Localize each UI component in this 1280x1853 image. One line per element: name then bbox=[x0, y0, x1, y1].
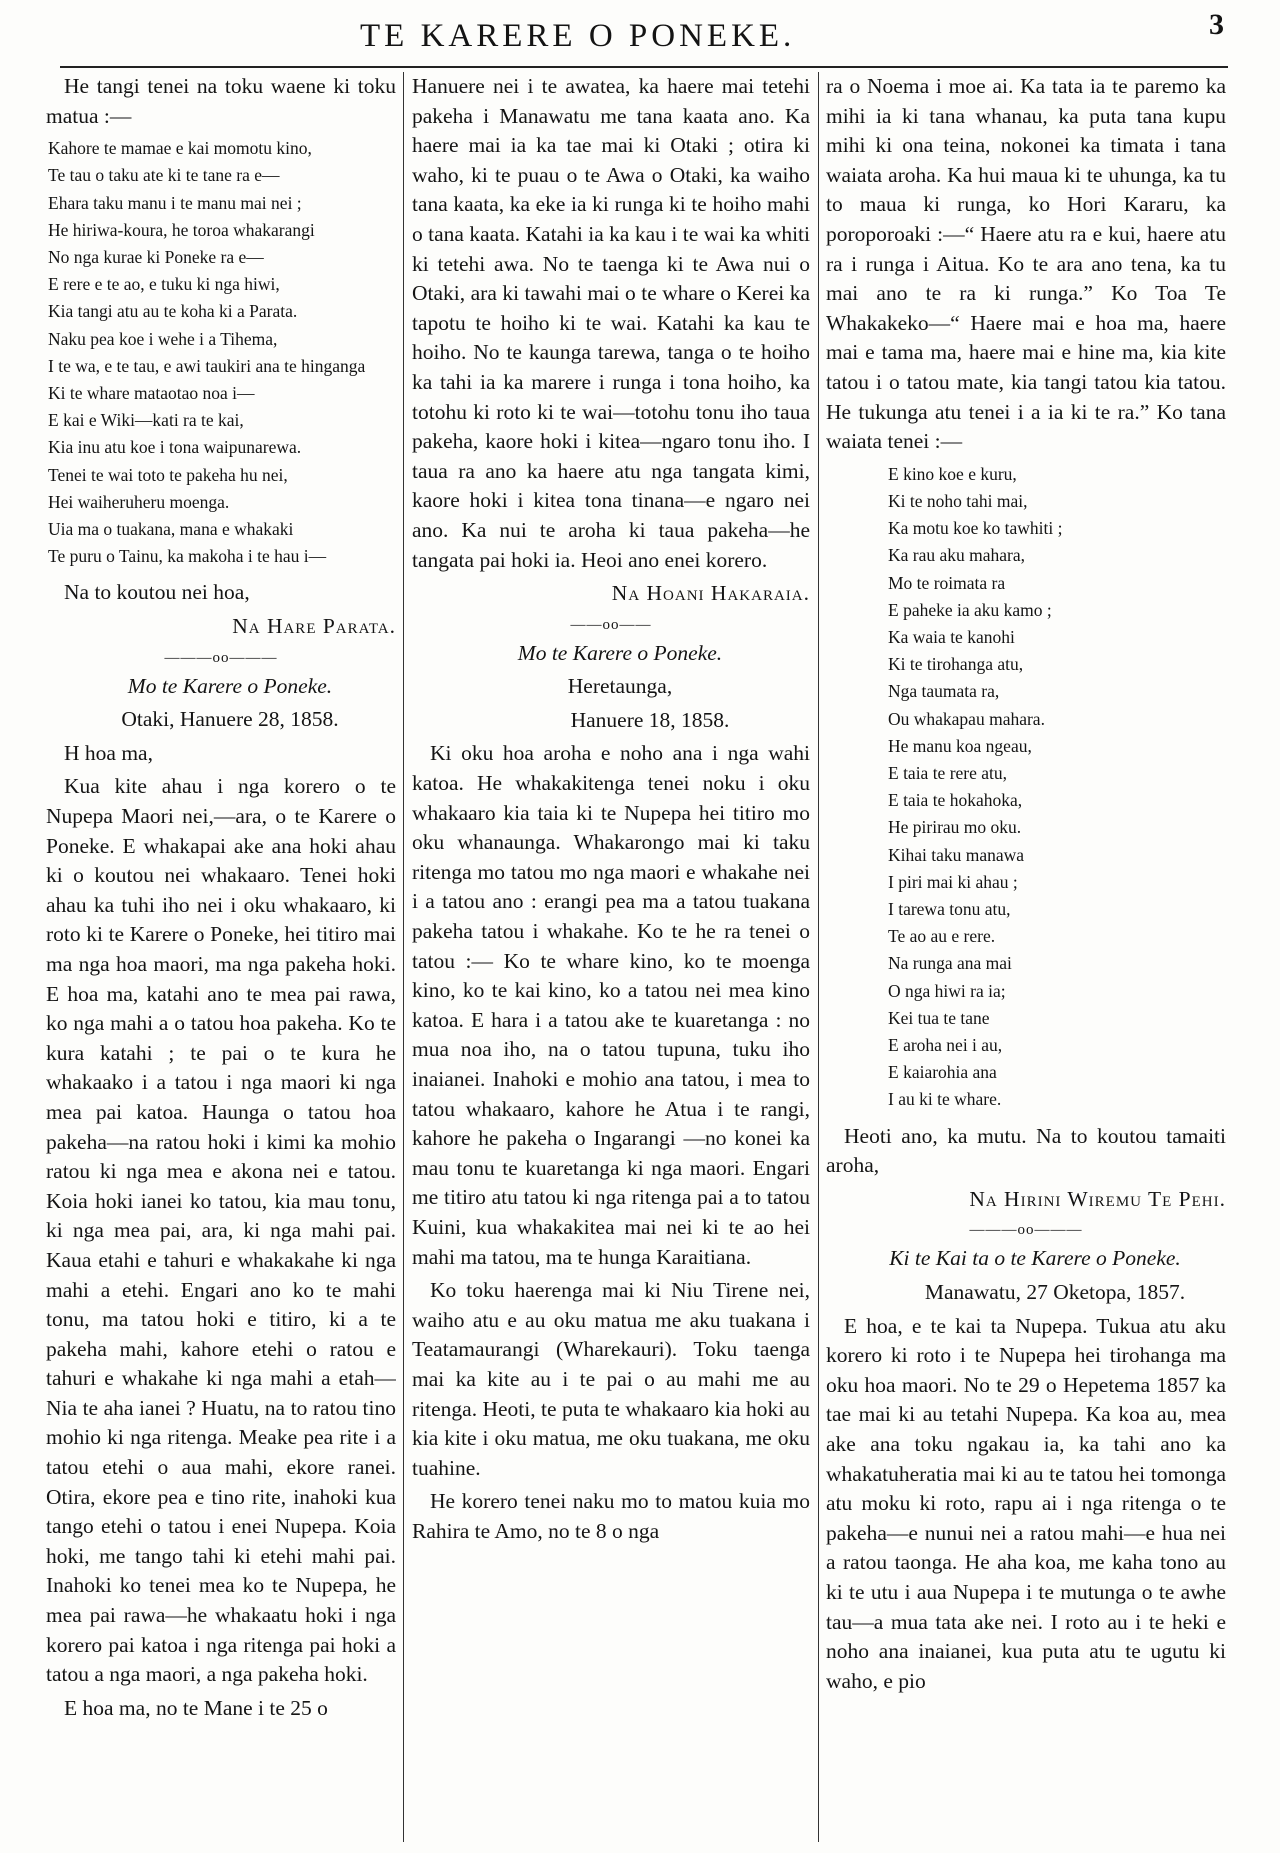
poem-intro: He tangi tenei na toku waene ki toku matua :— bbox=[46, 74, 396, 128]
poem-line: He pirirau mo oku. bbox=[888, 817, 1022, 838]
letter-paragraph: E hoa, e te kai ta Nupepa. Tukua atu aku korero ki roto i te Nupepa hei tirohanga ma oku hoa maori. No te 29 o Hepetema 1857 ka tae mai ki au tetahi Nupepa. Ka koa au, mea ake ana toku ngakau ia, ka tahi ano ka whakatuheratia mai ki au te tatou hei tomonga atu moku ki roto, rapu ai i nga ritenga o te pakeha—e nunui nei a ratou mahi—e hua nei a ratou taonga. He aha koa, me kaha tono au ki te utu i aua Nupepa i te mutunga o te awhe tau—a mua tata ake nei. I roto au i te heki e noho ana inaianei, kua puta atu te ugutu ki waho, e pio bbox=[826, 1313, 1226, 1693]
letter-paragraph: Ko toku haerenga mai ki Niu Tirene nei, waiho atu e au oku matua me aku tuakana i Teatamaurangi (Wharekauri). Toku taenga mai ka kite au i te pai o au mahi me au ritenga. Heoti, te puta te whakaaro kia hoki au kia kite i oku matua, me oku tuakana, me oku tuahine. bbox=[412, 1278, 810, 1480]
poem-line: E aroha nei i au, bbox=[888, 1034, 1003, 1055]
poem-line: Ki te whare mataotao noa i— bbox=[48, 383, 255, 404]
column-3 bbox=[826, 72, 1226, 1847]
poem-line: He hiriwa-koura, he toroa whakarangi bbox=[48, 219, 315, 240]
newspaper-title: TE KARERE O PONEKE. bbox=[360, 18, 796, 54]
poem-line: I tarewa tonu atu, bbox=[888, 898, 1011, 919]
letter-paragraph: Ki oku hoa aroha e noho ana i nga wahi katoa. He whakakitenga tenei noku i oku whakaaro kia taia ki te Nupepa hei titiro mo oku whanaunga. Whakarongo mai ki taku ritenga mo tatou mo nga maori e whakahe nei i a tatou ano : erangi pea ma a tatou tuakana pakeha tatou i whakahe. Ko te he ra tenei o tatou :— Ko te whare kino, ko te moenga kino, ko te kai kino, ko a tatou nei mea kino katoa. E hara i a tatou ake te kuaretanga : no mua noa iho, na o tatou tupuna, tuku iho inaianei. Inahoki e mohio ana tatou, i mea to tatou whakaaro, kahore he Atua i te rangi, kahore he pakeha o Ingarangi —no konei ka mau tonu te kuaretanga ki nga maori. Engari me titiro atu tatou ki nga ritenga pai a to tatou Kuini, kua whakakitea mai nei ki te ao hei mahi ma tatou, ma te hunga Karaitiana. bbox=[412, 741, 810, 1269]
poem-line: E kaiarohia ana bbox=[888, 1062, 997, 1083]
letter-closing: Na to koutou nei hoa, bbox=[64, 580, 250, 605]
poem-line: Te puru o Tainu, ka makoha i te hau i— bbox=[48, 546, 327, 567]
column-1 bbox=[46, 72, 396, 1847]
poem-line: Tenei te wai toto te pakeha hu nei, bbox=[48, 464, 288, 485]
poem-line: Mo te roimata ra bbox=[888, 572, 1006, 593]
poem-line: E kino koe e kuru, bbox=[888, 463, 1017, 484]
letter-heading: Ki te Kai ta o te Karere o Poneke. bbox=[889, 1246, 1181, 1271]
signature-name: Na Hoani Hakaraia. bbox=[611, 581, 810, 606]
letter-paragraph: E hoa ma, no te Mane i te 25 o bbox=[64, 1695, 328, 1720]
poem-line: Ki te tirohanga atu, bbox=[888, 654, 1024, 675]
poem-line: E kai e Wiki—kati ra te kai, bbox=[48, 410, 244, 431]
signature bbox=[826, 1185, 1226, 1215]
masthead bbox=[0, 0, 1280, 66]
signature bbox=[46, 612, 396, 642]
section-divider: ——oo—— bbox=[570, 616, 652, 633]
letter-salutation: H hoa ma, bbox=[64, 740, 153, 765]
letter-heading: Mo te Karere o Poneke. bbox=[517, 640, 723, 665]
section-divider: ———oo——— bbox=[164, 649, 278, 666]
column-divider-1 bbox=[403, 72, 404, 1842]
poem-line: Ehara taku manu i te manu mai nei ; bbox=[48, 192, 302, 213]
poem-line: Naku pea koe i wehe i a Tihema, bbox=[48, 328, 278, 349]
poem-line: E taia te rere atu, bbox=[888, 762, 1008, 783]
poem-line: I piri mai ki ahau ; bbox=[888, 871, 1018, 892]
poem-line: E taia te hokahoka, bbox=[888, 790, 1023, 811]
poem-line: Ka rau aku mahara, bbox=[888, 545, 1026, 566]
column-divider-2 bbox=[818, 72, 819, 1842]
section-divider: ———oo——— bbox=[969, 1222, 1083, 1239]
poem-line: Kahore te mamae e kai momotu kino, bbox=[48, 138, 312, 159]
article-paragraph: Hanuere nei i te awatea, ka haere mai tetehi pakeha i Manawatu me tana kaata ano. Ka haere mai ia ka tae mai ki Otaki ; otira ki waho, ki te puau o te Awa o Otaki, ka waiho tana kaata, ka eke ia ki runga ki te hoiho mahi o tana kaata. Katahi ia ka kau i te wai ka whiti ki tetehi awa. No te taenga ki te Awa nui o Otaki, ara ki tawahi mai o te whare o Kerei ka tapotu te hoiho ki te wai. Katahi ka kau te hoiho. No te kaunga tarewa, tanga o te hoiho ka tahi ia ka marere i runga i tona hoiho, ka totohu ki roto ki te wai—totohu tonu iho taua pakeha, kaore hoki i kitea—ngaro tonu iho. I taua ra ano ka haere atu nga tangata kimi, kaore hoki i kitea tona tinana—e ngaro nei ano. Ka nui te aroha ki taua pakeha—he tangata pai hoki ia. Heoi ano enei korero. bbox=[412, 74, 810, 572]
poem-line: Uia ma o tuakana, mana e whakaki bbox=[48, 519, 294, 540]
poem-line: Ka waia te kanohi bbox=[888, 626, 1015, 647]
signature-name: Na Hare Parata. bbox=[232, 614, 396, 639]
page-number: 3 bbox=[1209, 8, 1224, 41]
poem-line: Ou whakapau mahara. bbox=[888, 708, 1045, 729]
poem-line: E paheke ia aku kamo ; bbox=[888, 599, 1052, 620]
poem-line: Na runga ana mai bbox=[888, 953, 1012, 974]
poem-line: Te tau o taku ate ki te tane ra e— bbox=[48, 165, 280, 186]
signature bbox=[412, 579, 810, 609]
letter-date: Hanuere 18, 1858. bbox=[570, 707, 730, 732]
lament-poem bbox=[46, 135, 396, 570]
signature-name: Na Hirini Wiremu Te Pehi. bbox=[969, 1186, 1226, 1211]
poem-line: He manu koa ngeau, bbox=[888, 735, 1032, 756]
letter-closing: Heoti ano, ka mutu. Na to koutou tamaiti aroha, bbox=[826, 1123, 1226, 1178]
poem-line: Kei tua te tane bbox=[888, 1007, 990, 1028]
header-rule bbox=[60, 66, 1228, 68]
poem-line: E rere e te ao, e tuku ki nga hiwi, bbox=[48, 274, 280, 295]
column-2 bbox=[412, 72, 810, 1847]
poem-line: No nga kurae ki Poneke ra e— bbox=[48, 247, 264, 267]
poem-line: Kia inu atu koe i tona waipunarewa. bbox=[48, 437, 302, 458]
poem-line: Ka motu koe ko tawhiti ; bbox=[888, 518, 1063, 539]
poem-line: O nga hiwi ra ia; bbox=[888, 980, 1006, 1001]
letter-place-date: Otaki, Hanuere 28, 1858. bbox=[121, 707, 339, 732]
poem-line: I te wa, e te tau, e awi taukiri ana te hinganga bbox=[48, 355, 366, 376]
article-paragraph: ra o Noema i moe ai. Ka tata ia te paremo ka mihi ia ki tana whanau, ka puta tana kupu mihi ki ona teina, nokonei ka timata i tana waiata aroha. Ka hui maua ki te uhunga, ka tu to maua ki runga, ko Hori Kararu, ka poroporoaki :—“ Haere atu ra e kui, haere atu ra i runga i Aitua. Ko te ara ano tena, ka tu mai ano te ra ki runga.” Ko Toa Te Whakakeko—“ Haere mai e hoa ma, haere mai e tama ma, haere mai e hine ma, kia kite tatou i o tatou mate, kia tangi tatou kia tatou. He tukunga atu tenei i a ia ki te ra.” Ko tana waiata tenei :— bbox=[826, 74, 1226, 454]
poem-line: Nga taumata ra, bbox=[888, 681, 1000, 702]
poem-line: I au ki te whare. bbox=[888, 1089, 1002, 1110]
letter-paragraph: Kua kite ahau i nga korero o te Nupepa Maori nei,—ara, o te Karere o Poneke. E whakapai ake ana hoki ahau ki o koutou nei whakaaro. Tenei hoki ahau ka tuhi iho nei i oku whakaaro, ki roto ki te Karere o Poneke, hei titiro mai ma nga hoa maori, ma nga pakeha hoki. E hoa ma, katahi ano te mea pai rawa, ko nga mahi a o tatou hoa pakeha. Ko te kura katahi ; te pai o te kura he whakaako i a tatou i nga maori ki nga mea pai katoa. Haunga o tatou hoa pakeha—na ratou hoki i kimi ka mohio ratou ki nga mea e akona nei e tatou. Koia hoki ianei ko tatou, kia mau tonu, ki nga mea pai, ara, ki nga mahi pai. Kaua etahi e tahuri e whakakahe ki nga mahi a etehi. Engari ano ko te mahi tonu, ma tatou hoki e titiro, ki a te pakeha mahi, kahore etehi o ratou e tahuri e whakahe ki nga mahi a etah—Nia te aha ianei ? Huatu, na to ratou tino mohio ki nga ritenga. Meake pea rite i a tatou etehi o aua mahi, ekore ranei. Otira, ekore pea e tino rite, inahoki kua tango etehi o tatou i enei Nupepa. Koia hoki, me tango tahi ki etehi mahi pai. Inahoki ko tenei mea ko te Nupepa, he mea pai rawa—he whakaatu hoki i nga korero pai katoa i nga ritenga pai hoki a tatou a nga maori, a nga pakeha hoki. bbox=[46, 774, 396, 1687]
poem-line: Te ao au e rere. bbox=[888, 926, 996, 947]
poem-line: Kihai taku manawa bbox=[888, 844, 1025, 865]
letter-paragraph: He korero tenei naku mo to matou kuia mo Rahira te Amo, no te 8 o nga bbox=[412, 1489, 810, 1543]
letter-place: Heretaunga, bbox=[567, 674, 673, 699]
poem-line: Hei waiheruheru moenga. bbox=[48, 491, 230, 512]
letter-place-date: Manawatu, 27 Oketopa, 1857. bbox=[924, 1279, 1186, 1304]
letter-heading: Mo te Karere o Poneke. bbox=[127, 673, 333, 698]
poem-line: Ki te noho tahi mai, bbox=[888, 490, 1028, 511]
poem-line: Kia tangi atu au te koha ki a Parata. bbox=[48, 301, 298, 322]
waiata-poem bbox=[826, 461, 1226, 1114]
